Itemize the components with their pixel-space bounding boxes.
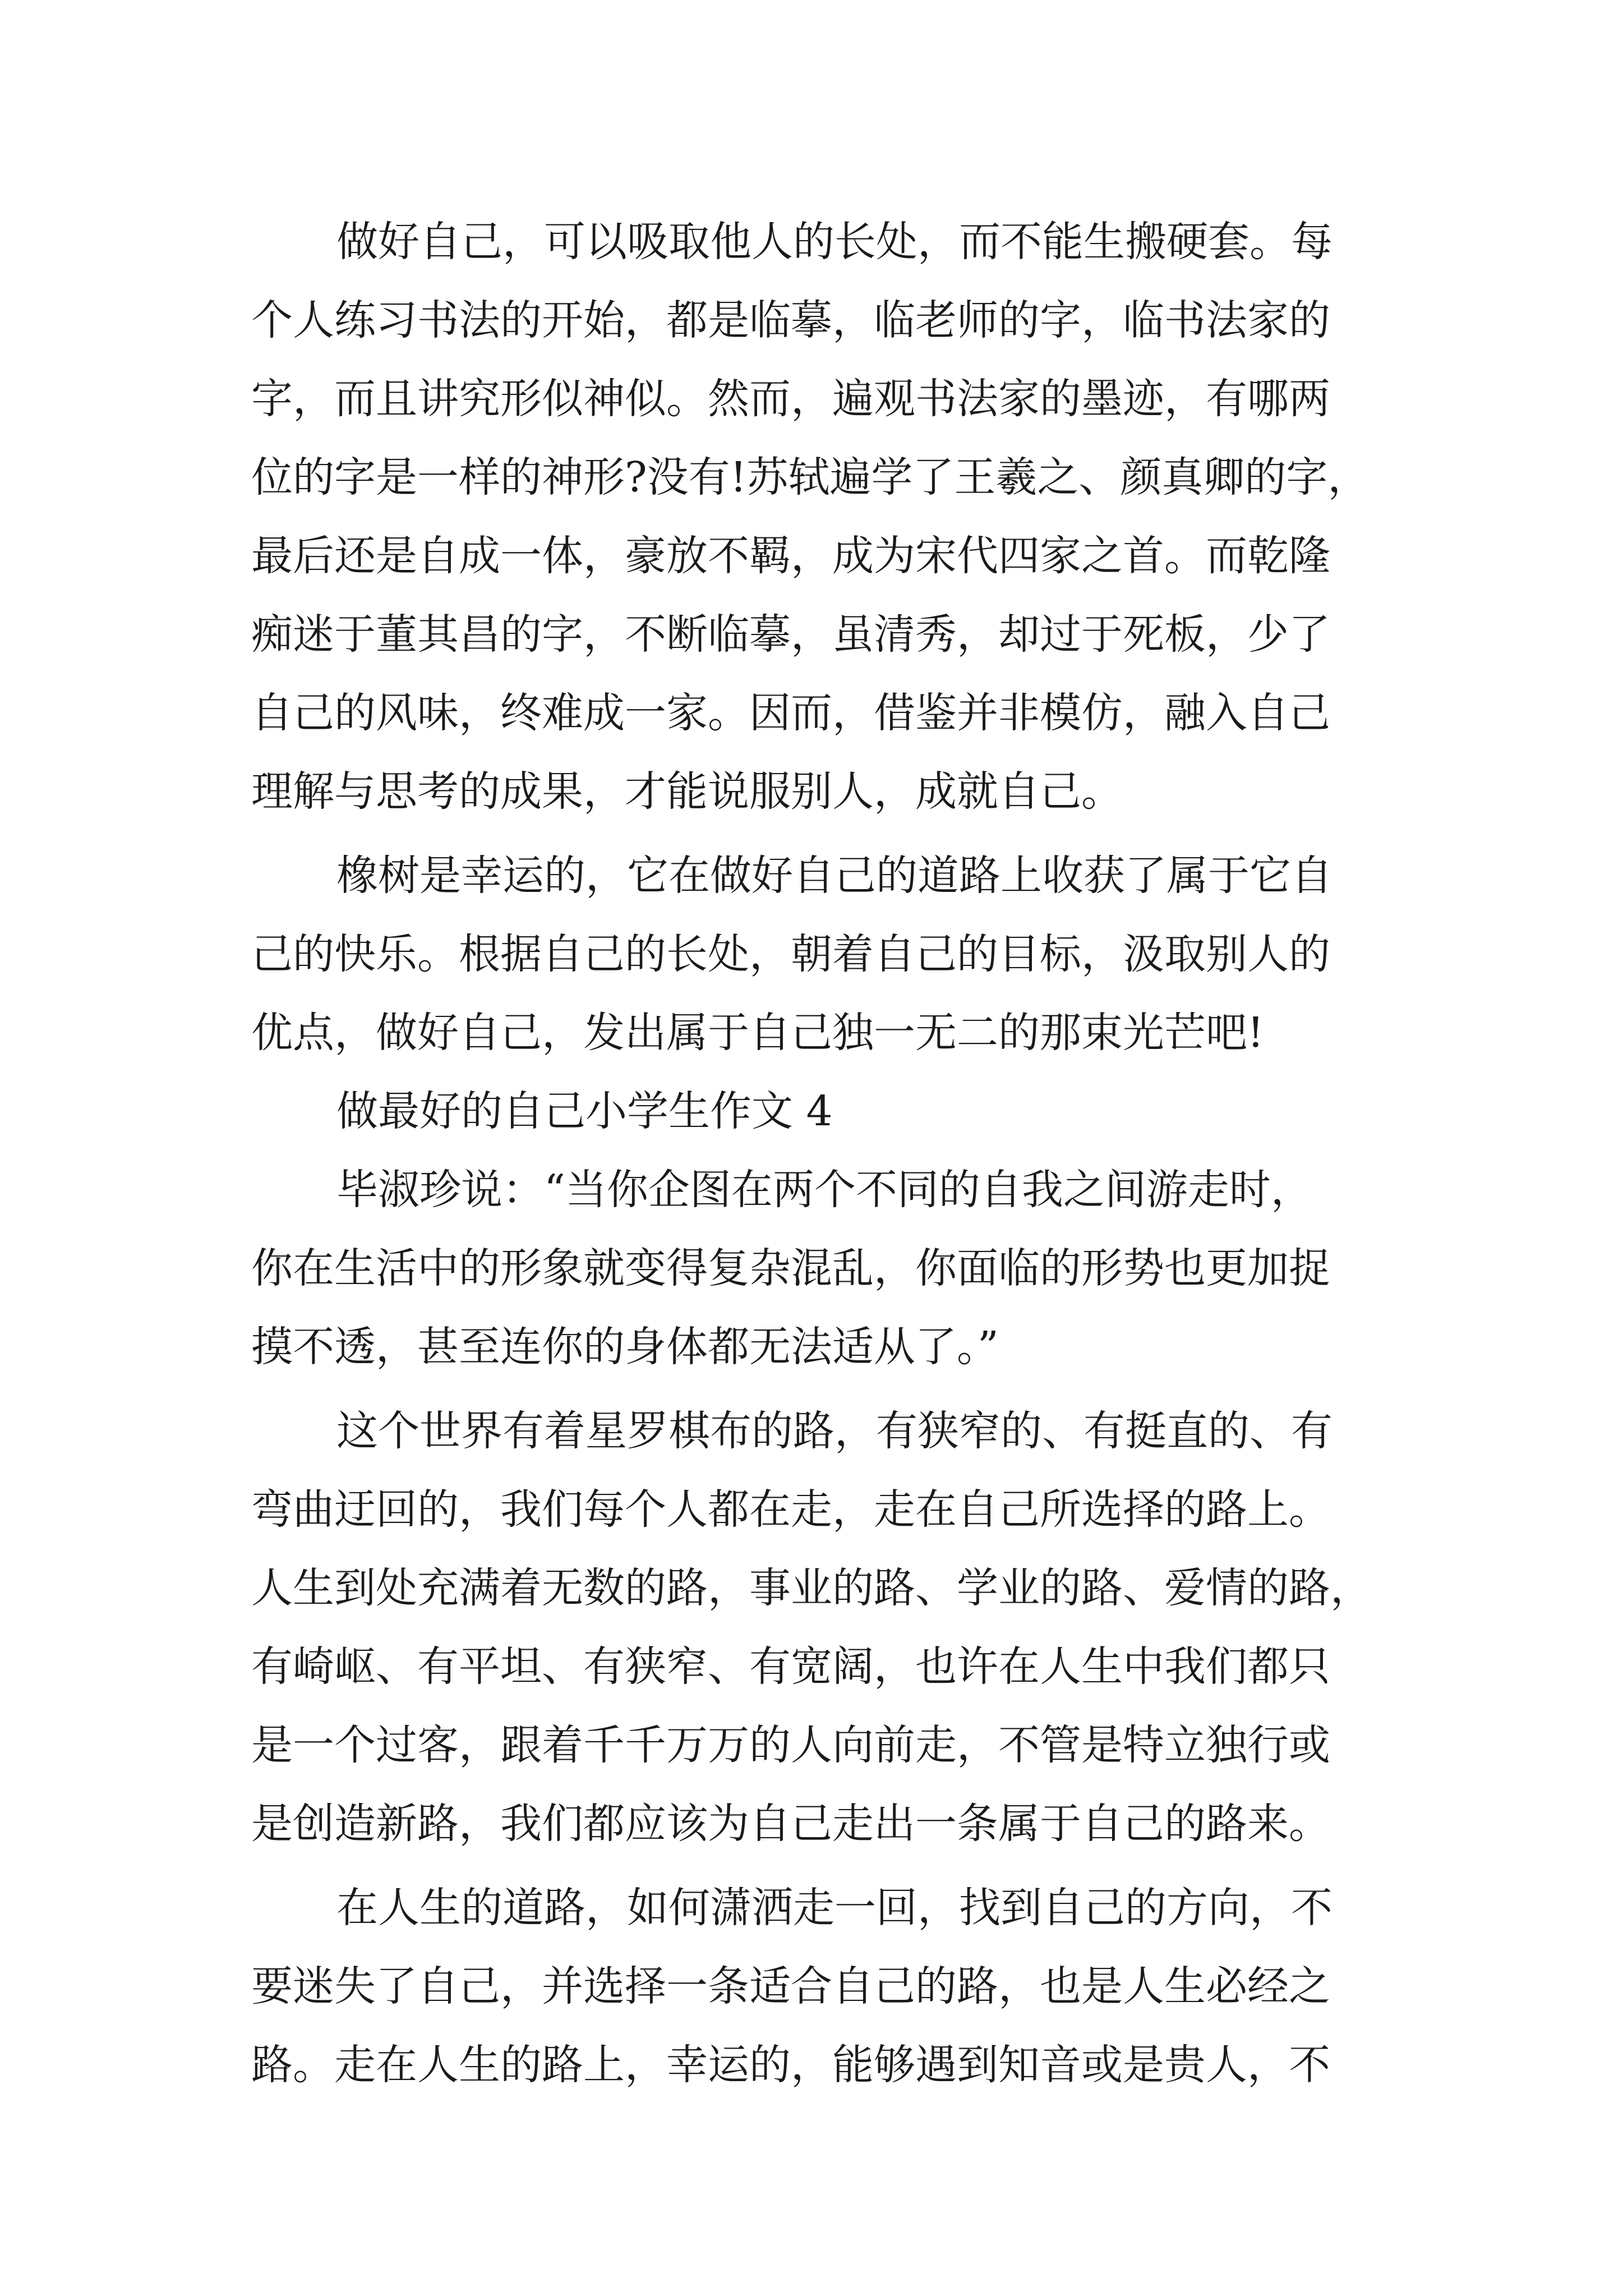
paragraph-line [0, 357, 1623, 441]
text-line: 你在生活中的形象就变得复杂混乱，你面临的形势也更加捉 [251, 1244, 1330, 1292]
text-line: 最后还是自成一体，豪放不羁，成为宋代四家之首。而乾隆 [251, 532, 1330, 580]
text-line: 字，而且讲究形似神似。然而，遍观书法家的墨迹，有哪两 [251, 375, 1330, 423]
paragraph-line [0, 2023, 1623, 2107]
paragraph-line [0, 592, 1623, 677]
paragraph-line [0, 1703, 1623, 1787]
text-line: 毕淑珍说：“当你企图在两个不同的自我之间游走时， [336, 1166, 1312, 1214]
text-line: 位的字是一样的神形?没有!苏轼遍学了王羲之、颜真卿的字， [251, 453, 1370, 501]
paragraph-line [0, 514, 1623, 598]
paragraph-line [0, 1546, 1623, 1630]
paragraph-line [0, 749, 1623, 834]
text-line: 摸不透，甚至连你的身体都无法适从了。” [251, 1323, 999, 1371]
paragraph-line [0, 834, 1623, 918]
text-line: 痴迷于董其昌的字，不断临摹，虽清秀，却过于死板，少了 [251, 610, 1330, 659]
text-line: 有崎岖、有平坦、有狭窄、有宽阔，也许在人生中我们都只 [251, 1642, 1330, 1691]
paragraph-line [0, 1782, 1623, 1866]
text-line: 这个世界有着星罗棋布的路，有狭窄的、有挺直的、有 [336, 1407, 1332, 1455]
paragraph-line [0, 435, 1623, 519]
heading-text: 做最好的自己小学生作文 4 [336, 1087, 833, 1135]
paragraph-line [0, 278, 1623, 362]
paragraph-line [0, 1467, 1623, 1552]
text-line: 自己的风味，终难成一家。因而，借鉴并非模仿，融入自己 [251, 689, 1330, 737]
text-line: 路。走在人生的路上，幸运的，能够遇到知音或是贵人，不 [251, 2041, 1330, 2089]
text-line: 理解与思考的成果，才能说服别人，成就自己。 [251, 767, 1123, 816]
text-line: 优点，做好自己，发出属于自己独一无二的那束光芒吧! [251, 1009, 1264, 1057]
text-line: 要迷失了自己，并选择一条适合自己的路，也是人生必经之 [251, 1962, 1330, 2010]
paragraph-line [0, 200, 1623, 284]
paragraph-line [0, 1944, 1623, 2028]
paragraph-line [0, 991, 1623, 1075]
text-line: 个人练习书法的开始，都是临摹，临老师的字，临书法家的 [251, 296, 1330, 344]
paragraph-line [0, 1866, 1623, 1950]
text-line: 己的快乐。根据自己的长处，朝着自己的目标，汲取别人的 [251, 930, 1330, 978]
paragraph-line [0, 1148, 1623, 1232]
text-line: 人生到处充满着无数的路，事业的路、学业的路、爱情的路， [251, 1564, 1372, 1612]
paragraph-line [0, 1305, 1623, 1389]
text-line: 做好自己，可以吸取他人的长处，而不能生搬硬套。每 [336, 218, 1332, 266]
text-line: 在人生的道路，如何潇洒走一回，找到自己的方向，不 [336, 1884, 1332, 1932]
section-heading [0, 1069, 1623, 1153]
paragraph-line [0, 1226, 1623, 1310]
paragraph-line [0, 912, 1623, 996]
paragraph-line [0, 1625, 1623, 1709]
text-line: 橡树是幸运的，它在做好自己的道路上收获了属于它自 [336, 852, 1332, 900]
paragraph-line [0, 671, 1623, 755]
paragraph-line [0, 1389, 1623, 1473]
text-line: 弯曲迂回的，我们每个人都在走，走在自己所选择的路上。 [251, 1485, 1330, 1534]
text-line: 是创造新路，我们都应该为自己走出一条属于自己的路来。 [251, 1800, 1330, 1848]
text-line: 是一个过客，跟着千千万万的人向前走，不管是特立独行或 [251, 1721, 1330, 1769]
